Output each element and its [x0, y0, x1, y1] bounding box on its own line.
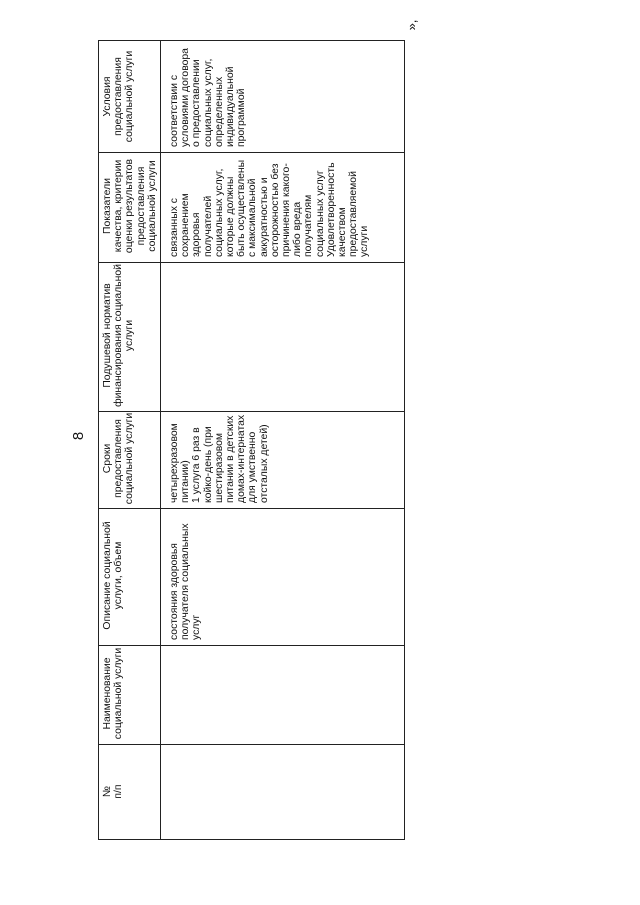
- cell-service-description: состояния здоровья получателя социальных услуг: [169, 523, 203, 640]
- header-quality-indicators: Показатели качества, критерии оценки результатов предоставления социальной услуги: [102, 158, 158, 254]
- header-row-divider: [160, 41, 161, 839]
- corner-quote-mark: »,: [404, 19, 419, 31]
- header-service-conditions: Условия предоставления социальной услуги: [102, 50, 136, 143]
- column-divider: [99, 645, 404, 646]
- cell-service-conditions: соответствии с условиями договора о предоставлении социальных услуг, определенных индивидуальной программой: [169, 48, 248, 147]
- column-divider: [99, 262, 404, 263]
- column-divider: [99, 744, 404, 745]
- header-number: № п/п: [102, 784, 125, 799]
- column-divider: [99, 508, 404, 509]
- cell-quality-indicators: связанных с сохранением здоровья получателей социальных услуг, которые должны быть осуществлены с максимальной аккуратностью и осторожностью без причинения какого- либо вреда получателям социальных услуг Удовлетворенность качеством предоставляемой услуги: [169, 159, 371, 257]
- header-service-terms: Сроки предоставления социальной услуги: [102, 412, 136, 505]
- cell-service-terms: четырехразовом питании) 1 услуга 6 раз в койко-день (при шестиразовом питании в детских домах-интернатах для умственно отсталых детей): [169, 414, 270, 503]
- header-service-name: Наименование социальной услуги: [102, 647, 125, 740]
- services-table: [98, 40, 405, 840]
- header-per-capita-norm: Подушевой норматив финансирования социальной услуги: [102, 264, 136, 407]
- header-service-description: Описание социальной услуги, объем: [102, 521, 125, 630]
- page-number: 8: [70, 431, 87, 441]
